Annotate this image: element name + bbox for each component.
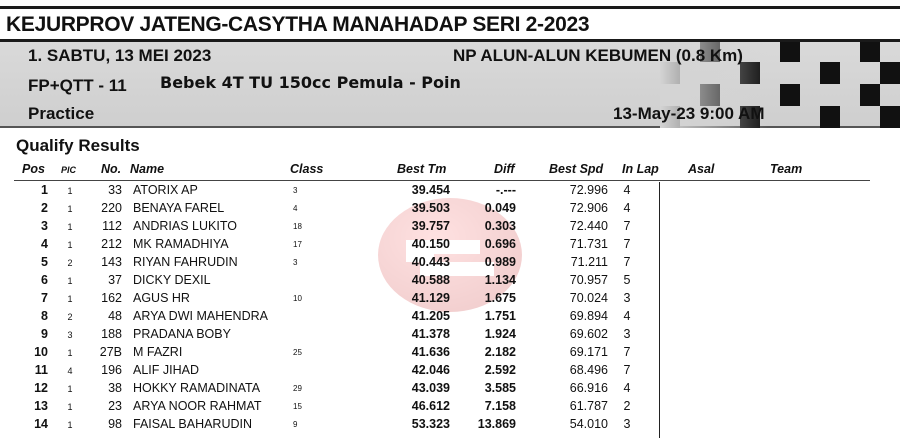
- session-code: FP+QTT - 11: [28, 76, 127, 95]
- pos-cell: 2: [41, 201, 48, 215]
- pos-cell: 10: [34, 345, 48, 359]
- best-time-cell: 39.757: [411, 219, 450, 233]
- best-time-cell: 53.323: [411, 417, 450, 431]
- diff-cell: 1.134: [484, 273, 516, 287]
- table-row: [0, 362, 900, 380]
- rider-name-cell: BENAYA FAREL: [133, 201, 225, 215]
- col-pic: PIC: [61, 165, 77, 175]
- col-no: No.: [101, 162, 122, 176]
- number-cell: 112: [102, 219, 122, 233]
- diff-cell: 1.675: [484, 291, 516, 305]
- class-cell: 17: [293, 240, 302, 249]
- pos-cell: 3: [41, 219, 48, 233]
- in-lap-cell: 7: [623, 345, 631, 359]
- class-cell: 15: [293, 402, 302, 411]
- table-row: [0, 236, 900, 254]
- best-time-cell: 43.039: [411, 381, 450, 395]
- diff-cell: 2.592: [484, 363, 516, 377]
- table-header: [0, 162, 900, 180]
- best-time-cell: 41.636: [411, 345, 450, 359]
- session-type: Practice: [28, 104, 95, 123]
- diff-cell: 7.158: [484, 399, 516, 413]
- best-speed-cell: 54.010: [569, 417, 608, 431]
- rider-name-cell: DICKY DEXIL: [133, 273, 211, 287]
- number-cell: 27B: [99, 345, 122, 359]
- number-cell: 33: [108, 183, 122, 197]
- best-speed-cell: 72.440: [569, 219, 608, 233]
- number-cell: 37: [108, 273, 122, 287]
- col-class: Class: [290, 162, 324, 176]
- best-speed-cell: 70.957: [569, 273, 608, 287]
- diff-cell: 0.696: [484, 237, 516, 251]
- results-header: [0, 0, 900, 130]
- number-cell: 220: [101, 201, 122, 215]
- table-row: [0, 344, 900, 362]
- pic-cell: 1: [67, 348, 73, 358]
- in-lap-cell: 3: [623, 327, 631, 341]
- table-row: [0, 326, 900, 344]
- col-name: Name: [130, 162, 165, 176]
- table-row: [0, 416, 900, 434]
- rider-name-cell: ATORIX AP: [133, 183, 198, 197]
- best-speed-cell: 72.996: [569, 183, 608, 197]
- best-time-cell: 41.205: [411, 309, 450, 323]
- number-cell: 143: [101, 255, 122, 269]
- pic-cell: 1: [67, 276, 73, 286]
- pic-cell: 1: [67, 222, 73, 232]
- number-cell: 98: [108, 417, 122, 431]
- pic-cell: 2: [67, 312, 73, 322]
- pos-cell: 14: [34, 417, 48, 431]
- section-title: Qualify Results: [16, 136, 140, 155]
- pos-cell: 11: [34, 363, 48, 377]
- col-best-tm: Best Tm: [397, 162, 447, 176]
- best-speed-cell: 61.787: [569, 399, 608, 413]
- diff-cell: 1.751: [484, 309, 516, 323]
- best-time-cell: 40.443: [411, 255, 450, 269]
- best-time-cell: 40.150: [411, 237, 450, 251]
- pic-cell: 1: [67, 420, 73, 430]
- class-cell: 29: [293, 384, 302, 393]
- diff-cell: 1.924: [484, 327, 516, 341]
- table-row: [0, 308, 900, 326]
- number-cell: 212: [101, 237, 122, 251]
- number-cell: 38: [108, 381, 122, 395]
- best-speed-cell: 71.211: [570, 255, 608, 269]
- pic-cell: 3: [67, 330, 73, 340]
- best-time-cell: 40.588: [411, 273, 450, 287]
- rider-name-cell: MK RAMADHIYA: [133, 237, 229, 251]
- pic-cell: 1: [67, 204, 73, 214]
- best-speed-cell: 69.894: [569, 309, 608, 323]
- class-cell: 10: [293, 294, 302, 303]
- venue: NP ALUN-ALUN KEBUMEN (0.8 Km): [453, 46, 743, 65]
- best-speed-cell: 72.906: [569, 201, 608, 215]
- in-lap-cell: 3: [623, 417, 631, 431]
- table-row: [0, 398, 900, 416]
- number-cell: 162: [101, 291, 122, 305]
- pic-cell: 4: [67, 366, 73, 376]
- in-lap-cell: 7: [623, 219, 631, 233]
- diff-cell: 0.989: [484, 255, 516, 269]
- best-time-cell: 39.454: [411, 183, 450, 197]
- in-lap-cell: 4: [623, 309, 631, 323]
- class-cell: 9: [293, 420, 298, 429]
- table-row: [0, 272, 900, 290]
- best-time-cell: 46.612: [411, 399, 450, 413]
- pos-cell: 8: [41, 309, 48, 323]
- pos-cell: 12: [34, 381, 48, 395]
- table-row: [0, 380, 900, 398]
- in-lap-cell: 3: [623, 291, 631, 305]
- diff-cell: 3.585: [484, 381, 516, 395]
- pos-cell: 6: [41, 273, 48, 287]
- rider-name-cell: PRADANA BOBY: [133, 327, 231, 341]
- class-name: Bebek 4T TU 150cc Pemula - Poin: [160, 73, 461, 92]
- class-cell: 3: [293, 186, 298, 195]
- pos-cell: 9: [41, 327, 48, 341]
- pos-cell: 4: [41, 237, 48, 251]
- diff-cell: -.---: [495, 183, 516, 197]
- best-time-cell: 41.378: [411, 327, 450, 341]
- col-asal: Asal: [688, 162, 715, 176]
- diff-cell: 13.869: [477, 417, 516, 431]
- pic-cell: 1: [67, 402, 73, 412]
- number-cell: 188: [101, 327, 122, 341]
- best-speed-cell: 69.171: [569, 345, 608, 359]
- class-cell: 25: [293, 348, 302, 357]
- rider-name-cell: ARYA DWI MAHENDRA: [133, 309, 268, 323]
- number-cell: 196: [101, 363, 122, 377]
- class-cell: 3: [293, 258, 298, 267]
- best-speed-cell: 71.731: [569, 237, 608, 251]
- rider-name-cell: AGUS HR: [133, 291, 190, 305]
- pos-cell: 13: [34, 399, 48, 413]
- table-row: [0, 290, 900, 308]
- pos-cell: 1: [41, 183, 48, 197]
- number-cell: 23: [108, 399, 122, 413]
- best-speed-cell: 68.496: [569, 363, 608, 377]
- event-date: 1. SABTU, 13 MEI 2023: [28, 46, 212, 65]
- session-datetime: 13-May-23 9:00 AM: [613, 104, 765, 123]
- col-diff: Diff: [494, 162, 515, 176]
- col-pos: Pos: [22, 162, 45, 176]
- best-time-cell: 39.503: [411, 201, 450, 215]
- in-lap-cell: 7: [623, 363, 631, 377]
- table-row: [0, 218, 900, 236]
- rider-name-cell: RIYAN FAHRUDIN: [133, 255, 238, 269]
- best-speed-cell: 69.602: [569, 327, 608, 341]
- rider-name-cell: M FAZRI: [133, 345, 183, 359]
- diff-cell: 2.182: [484, 345, 516, 359]
- title-bar: [0, 6, 900, 42]
- header-divider: [14, 180, 870, 181]
- best-speed-cell: 66.916: [569, 381, 608, 395]
- col-in-lap: In Lap: [622, 162, 659, 176]
- best-speed-cell: 70.024: [569, 291, 608, 305]
- rider-name-cell: ARYA NOOR RAHMAT: [133, 399, 262, 413]
- in-lap-cell: 7: [623, 255, 631, 269]
- diff-cell: 0.303: [484, 219, 516, 233]
- pic-cell: 1: [67, 186, 73, 196]
- in-lap-cell: 4: [623, 183, 631, 197]
- col-team: Team: [770, 162, 803, 176]
- in-lap-cell: 7: [623, 237, 631, 251]
- number-cell: 48: [108, 309, 122, 323]
- best-time-cell: 41.129: [411, 291, 450, 305]
- in-lap-cell: 4: [623, 381, 631, 395]
- best-time-cell: 42.046: [411, 363, 450, 377]
- rider-name-cell: ANDRIAS LUKITO: [133, 219, 237, 233]
- rider-name-cell: FAISAL BAHARUDIN: [133, 417, 253, 431]
- rider-name-cell: ALIF JIHAD: [133, 363, 199, 377]
- in-lap-cell: 4: [623, 201, 631, 215]
- class-cell: 4: [293, 204, 298, 213]
- col-best-spd: Best Spd: [549, 162, 604, 176]
- pic-cell: 2: [67, 258, 73, 268]
- rider-name-cell: HOKKY RAMADINATA: [133, 381, 261, 395]
- pic-cell: 1: [67, 384, 73, 394]
- pos-cell: 5: [41, 255, 48, 269]
- diff-cell: 0.049: [484, 201, 516, 215]
- in-lap-cell: 2: [623, 399, 631, 413]
- table-row: [0, 254, 900, 272]
- championship-title: KEJURPROV JATENG-CASYTHA MANAHADAP SERI 2-2023: [6, 13, 590, 36]
- pic-cell: 1: [67, 240, 73, 250]
- table-row: [0, 182, 900, 200]
- class-cell: 18: [293, 222, 302, 231]
- in-lap-cell: 5: [623, 273, 631, 287]
- pos-cell: 7: [41, 291, 48, 305]
- table-row: [0, 200, 900, 218]
- pic-cell: 1: [67, 294, 73, 304]
